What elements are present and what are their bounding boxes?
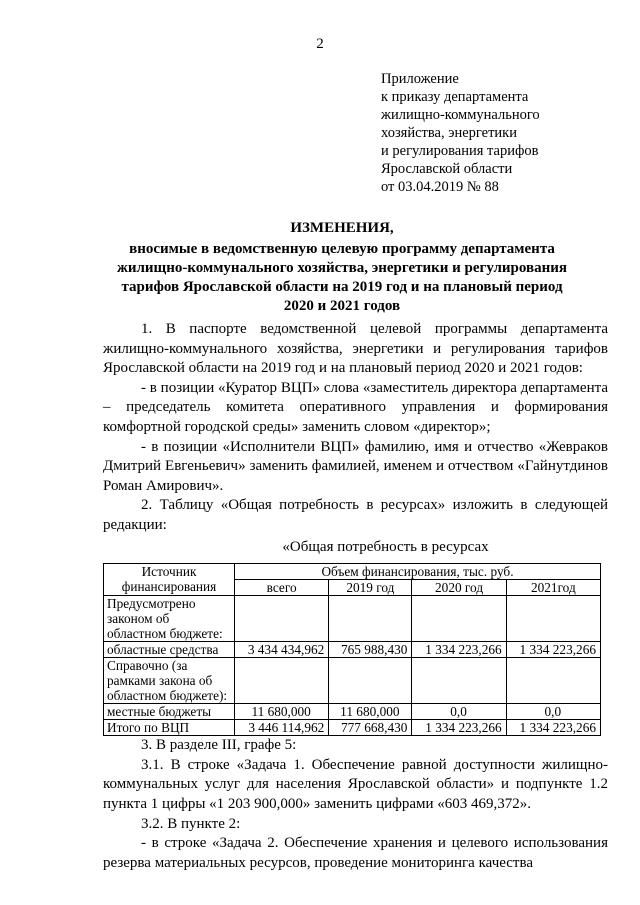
cell-value: 1 334 223,266 xyxy=(412,642,506,658)
paragraph-1a: - в позиции «Куратор ВЦП» слова «заместитель директора департамента – председатель комитета оперативного управления и формирования комфортной городской среды» заменить словом «директор»; xyxy=(103,379,608,435)
paragraph-3-2: 3.2. В пункте 2: xyxy=(141,815,241,832)
resources-table xyxy=(103,563,601,736)
row-label: Предусмотрено законом об областном бюджете: xyxy=(104,596,235,642)
title-head: ИЗМЕНЕНИЯ, xyxy=(290,220,394,236)
cell-value: 0,0 xyxy=(412,704,506,720)
title-line: 2020 и 2021 годов xyxy=(283,298,401,314)
cell-value: 1 334 223,266 xyxy=(412,720,506,736)
table-row xyxy=(104,642,601,658)
cell-value: 3 434 434,962 xyxy=(235,642,329,658)
cell-value: 11 680,000 xyxy=(329,704,412,720)
table-row xyxy=(104,720,601,736)
appendix-block xyxy=(381,70,540,196)
header-2020: 2020 год xyxy=(412,580,506,596)
row-label: местные бюджеты xyxy=(104,704,235,720)
header-total: всего xyxy=(235,580,329,596)
cell-value: 1 334 223,266 xyxy=(506,720,600,736)
row-label: областные средства xyxy=(104,642,235,658)
table-row xyxy=(104,704,601,720)
appendix-line: хозяйства, энергетики xyxy=(381,125,517,141)
document-body xyxy=(103,320,608,873)
table-caption: «Общая потребность в ресурсах xyxy=(282,538,489,555)
header-2019: 2019 год xyxy=(329,580,412,596)
title-line: жилищно-коммунального хозяйства, энергетики и регулирования xyxy=(116,260,568,276)
page-number: 2 xyxy=(316,36,324,52)
title-line: вносимые в ведомственную целевую программу департамента xyxy=(129,241,555,257)
row-label: Справочно (за рамками закона об областном бюджете): xyxy=(104,658,235,704)
table-row xyxy=(104,596,601,642)
paragraph-3: 3. В разделе III, графе 5: xyxy=(141,737,297,754)
cell-value: 11 680,000 xyxy=(235,704,329,720)
paragraph-3-2a: - в строке «Задача 2. Обеспечение хранения и целевого использования резерва материальных ресурсов, проведение мониторинга качества xyxy=(103,835,608,871)
appendix-line: жилищно-коммунального xyxy=(381,107,540,123)
header-source: Источник финансирования xyxy=(104,564,235,596)
appendix-line: и регулирования тарифов xyxy=(381,143,539,159)
header-volume: Объем финансирования, тыс. руб. xyxy=(235,564,601,580)
cell-value: 0,0 xyxy=(506,704,600,720)
appendix-line: Ярославской области xyxy=(381,161,513,177)
cell-value: 765 988,430 xyxy=(329,642,412,658)
cell-value: 777 668,430 xyxy=(329,720,412,736)
appendix-line: Приложение xyxy=(381,71,459,87)
title-line: тарифов Ярославской области на 2019 год и на плановый период xyxy=(121,279,563,295)
cell-value: 1 334 223,266 xyxy=(506,642,600,658)
paragraph-2: 2. Таблицу «Общая потребность в ресурсах» изложить в следующей редакции: xyxy=(103,497,608,533)
appendix-line: от 03.04.2019 № 88 xyxy=(381,179,499,195)
document-title xyxy=(100,219,584,316)
paragraph-1b: - в позиции «Исполнители ВЦП» фамилию, имя и отчество «Жевраков Дмитрий Евгеньевич» заменить фамилией, именем и отчеством «Гайнутдинов Роман Амирович». xyxy=(103,438,608,494)
row-label: Итого по ВЦП xyxy=(104,720,235,736)
cell-value: 3 446 114,962 xyxy=(235,720,329,736)
table-header-row xyxy=(104,564,601,580)
paragraph-1: 1. В паспорте ведомственной целевой программы департамента жилищно-коммунального хозяйства, энергетики и регулирования тарифов Ярославской области на 2019 год и на плановый период 2020 и 2021 годов: xyxy=(103,321,608,377)
paragraph-3-1: 3.1. В строке «Задача 1. Обеспечение равной доступности жилищно-коммунальных услуг для населения Ярославской области» и подпункте 1.2 пункта 1 цифры «1 203 900,000» заменить цифрами «603 469,372». xyxy=(103,756,608,812)
table-row xyxy=(104,658,601,704)
header-2021: 2021год xyxy=(506,580,600,596)
appendix-line: к приказу департамента xyxy=(381,89,529,105)
